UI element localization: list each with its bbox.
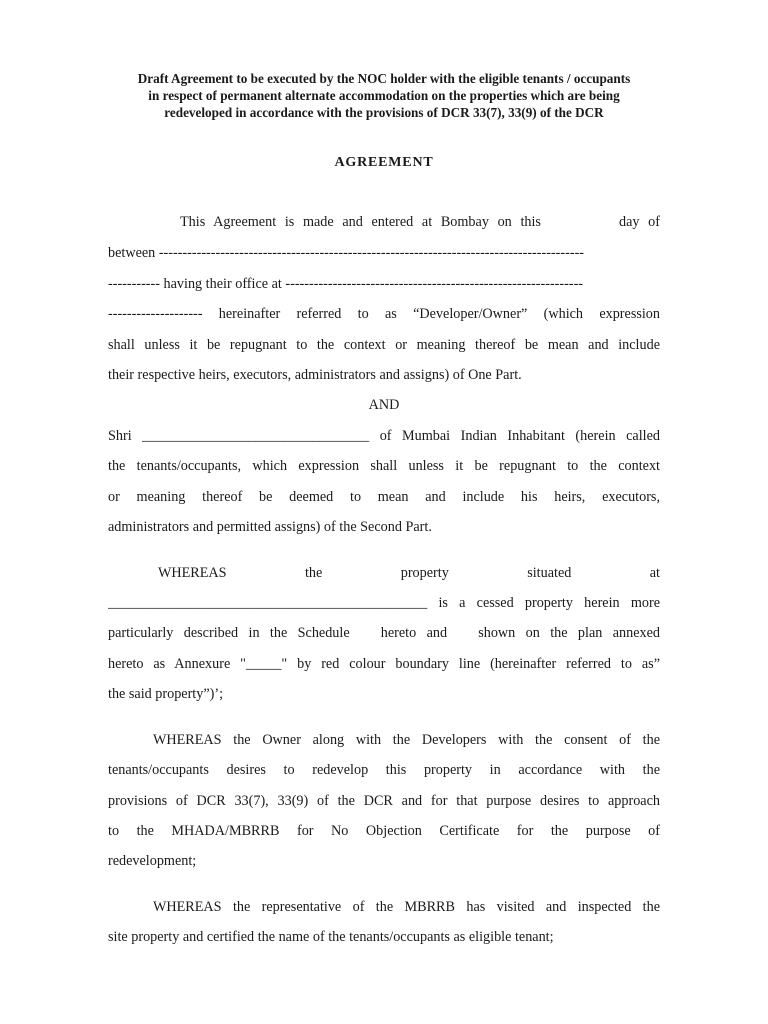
heading-line: Draft Agreement to be executed by the NOC holder with the eligible tenants / occupants <box>137 71 631 86</box>
and-separator: AND <box>368 397 400 413</box>
body-line: WHEREAS the Owner along with the Developers with the consent of the <box>153 732 660 748</box>
body-line: -------------------- hereinafter referred to as “Developer/Owner” (which expression <box>108 306 660 322</box>
body-line: between ------------------------------------------------------------------------------------------ <box>108 245 585 261</box>
document-heading <box>90 70 678 121</box>
body-line: provisions of DCR 33(7), 33(9) of the DCR and for that purpose desires to approach <box>108 793 660 809</box>
body-line: the said property”)’; <box>108 686 224 702</box>
body-line: site property and certified the name of the tenants/occupants as eligible tenant; <box>108 929 554 945</box>
heading-line: redeveloped in accordance with the provisions of DCR 33(7), 33(9) of the DCR <box>164 105 604 120</box>
body-line: _____________________________________________ is a cessed property herein more <box>108 595 660 611</box>
body-line: hereto as Annexure "_____" by red colour boundary line (hereinafter referred to as” <box>108 656 660 672</box>
body-line: their respective heirs, executors, administrators and assigns) of One Part. <box>108 367 522 383</box>
body-line: or meaning thereof be deemed to mean and include his heirs, executors, <box>108 489 660 505</box>
body-line: This Agreement is made and entered at Bombay on this day of <box>180 214 660 230</box>
body-line: redevelopment; <box>108 853 197 869</box>
body-line: shall unless it be repugnant to the context or meaning thereof be mean and include <box>108 337 660 353</box>
body-line: to the MHADA/MBRRB for No Objection Certificate for the purpose of <box>108 823 660 839</box>
body-line: Shri ________________________________ of Mumbai Indian Inhabitant (herein called <box>108 428 660 444</box>
body-line: ----------- having their office at --------------------------------------------------------------- <box>108 276 584 292</box>
body-line: tenants/occupants desires to redevelop this property in accordance with the <box>108 762 660 778</box>
body-line: administrators and permitted assigns) of the Second Part. <box>108 519 432 535</box>
agreement-title: AGREEMENT <box>334 155 434 170</box>
body-line: WHEREAS the property situated at <box>158 565 660 581</box>
body-line: WHEREAS the representative of the MBRRB has visited and inspected the <box>153 899 660 915</box>
heading-line: in respect of permanent alternate accommodation on the properties which are being <box>148 88 620 103</box>
body-line: particularly described in the Schedule hereto and shown on the plan annexed <box>108 625 660 641</box>
body-line: the tenants/occupants, which expression shall unless it be repugnant to the context <box>108 458 660 474</box>
